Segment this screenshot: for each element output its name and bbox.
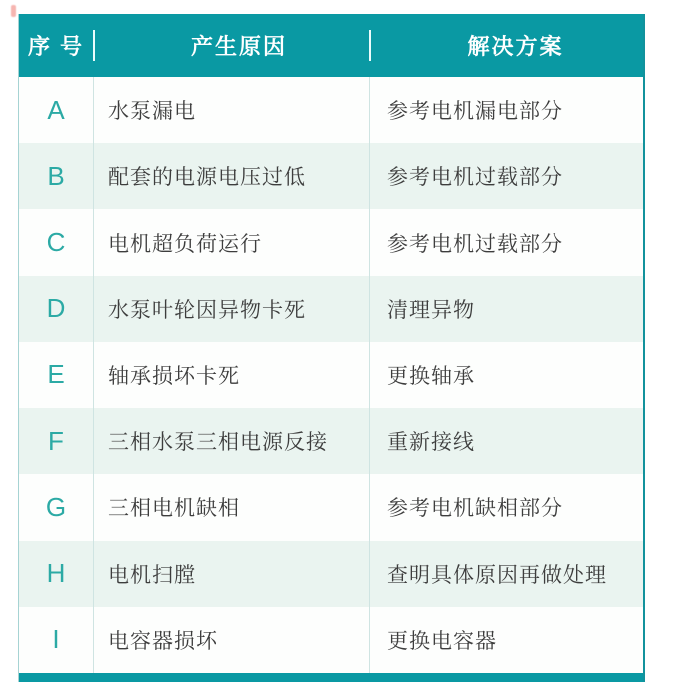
row-cause-cell: [93, 607, 369, 673]
row-serial-letter: G: [45, 491, 67, 522]
row-serial-letter: D: [46, 293, 66, 324]
row-cause-text: 电机超负荷运行: [108, 232, 262, 256]
row-solution-cell: [369, 143, 643, 209]
artifact-red-mark: [11, 5, 16, 17]
row-cause-text: 电容器损坏: [108, 629, 218, 653]
row-cause-cell: [93, 143, 369, 209]
row-solution-text: 参考电机过载部分: [387, 232, 563, 256]
header-solution: 解决方案: [369, 30, 643, 61]
table-row: [19, 474, 643, 540]
row-cause-cell: [93, 342, 369, 408]
row-serial-letter: F: [48, 425, 64, 456]
row-cause-cell: [93, 541, 369, 607]
row-cause-text: 水泵叶轮因异物卡死: [108, 298, 306, 322]
row-solution-text: 参考电机漏电部分: [387, 100, 563, 124]
header-cause: 产生原因: [93, 30, 369, 61]
row-serial-letter: H: [46, 558, 66, 589]
row-solution-text: 参考电机过载部分: [387, 166, 563, 190]
row-solution-text: 更换电容器: [387, 629, 497, 653]
row-solution-text: 参考电机缺相部分: [387, 497, 563, 521]
fault-cause-solution-table: [18, 14, 645, 682]
table-row: [19, 408, 643, 474]
table-row: [19, 541, 643, 607]
table-row: [19, 143, 643, 209]
row-cause-text: 电机扫膛: [108, 563, 196, 587]
row-solution-text: 更换轴承: [387, 364, 475, 388]
row-solution-text: 重新接线: [387, 431, 475, 455]
table-row: [19, 209, 643, 275]
row-solution-cell: [369, 276, 643, 342]
table-row: [19, 607, 643, 673]
row-cause-cell: [93, 77, 369, 143]
table-row: [19, 276, 643, 342]
row-solution-cell: [369, 474, 643, 540]
row-solution-text: 清理异物: [387, 298, 475, 322]
row-solution-cell: [369, 541, 643, 607]
row-cause-cell: [93, 474, 369, 540]
row-serial-letter: E: [47, 359, 65, 390]
row-solution-cell: [369, 77, 643, 143]
row-solution-cell: [369, 342, 643, 408]
row-cause-text: 三相水泵三相电源反接: [108, 431, 328, 455]
row-cause-cell: [93, 408, 369, 474]
row-serial-letter: C: [46, 227, 66, 258]
row-serial-letter: B: [47, 160, 65, 191]
row-cause-text: 轴承损坏卡死: [108, 364, 240, 388]
row-cause-cell: [93, 209, 369, 275]
row-cause-cell: [93, 276, 369, 342]
row-serial-letter: I: [52, 624, 60, 655]
bottom-teal-band: [19, 673, 643, 682]
row-cause-text: 三相电机缺相: [108, 497, 240, 521]
row-solution-cell: [369, 408, 643, 474]
row-solution-cell: [369, 607, 643, 673]
row-cause-text: 水泵漏电: [108, 100, 196, 124]
row-serial-letter: A: [47, 94, 65, 125]
table-body: [19, 77, 643, 673]
table-row: [19, 342, 643, 408]
header-serial-number: 序 号: [27, 34, 85, 59]
row-solution-text: 查明具体原因再做处理: [387, 563, 607, 587]
row-cause-text: 配套的电源电压过低: [108, 166, 306, 190]
table-row: [19, 77, 643, 143]
table-header-row: [19, 14, 643, 77]
row-solution-cell: [369, 209, 643, 275]
